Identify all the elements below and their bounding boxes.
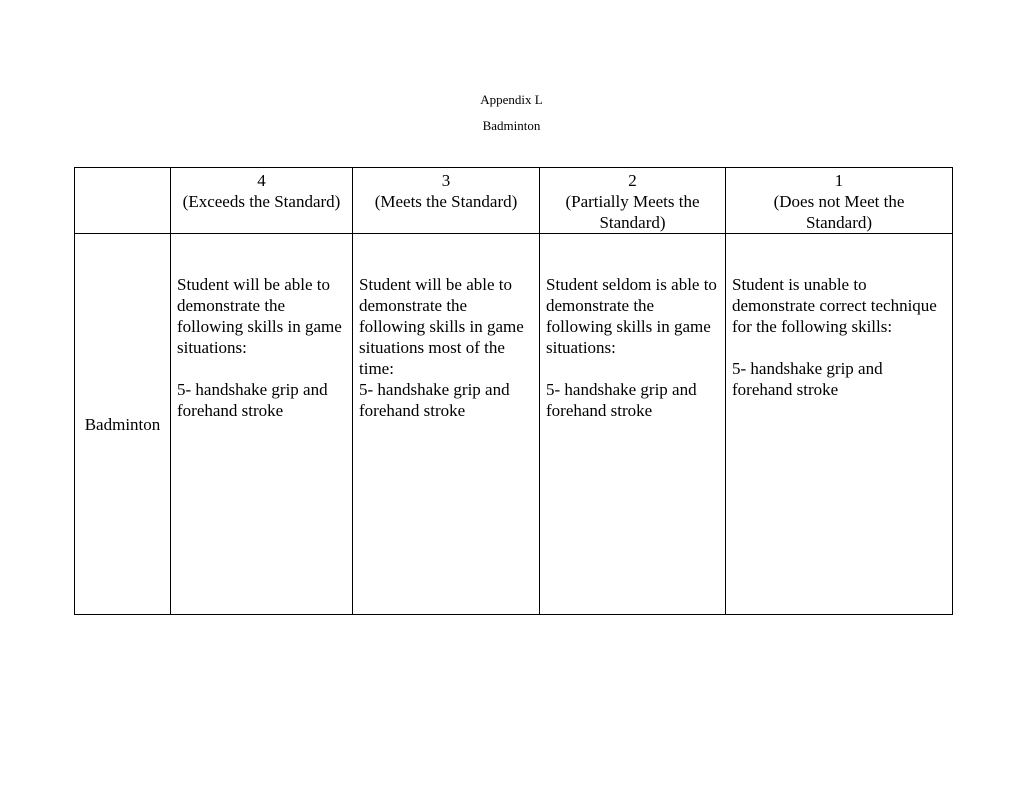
level-header-1 <box>726 168 953 234</box>
rubric-header-row <box>75 168 953 234</box>
criteria-intro: Student will be able to demonstrate the following skills in game situations most of the time: <box>359 275 524 378</box>
criteria-skill: 5- handshake grip and forehand stroke <box>546 380 697 420</box>
level-score: 1 <box>834 171 844 190</box>
criteria-cell-1 <box>726 234 953 615</box>
level-header-3 <box>353 168 540 234</box>
level-score: 3 <box>441 171 451 190</box>
criteria-skill: 5- handshake grip and forehand stroke <box>359 380 510 420</box>
level-header-2 <box>540 168 726 234</box>
criteria-cell-3 <box>353 234 540 615</box>
level-description: (Does not Meet the Standard) <box>773 192 905 232</box>
criteria-intro: Student will be able to demonstrate the following skills in game situations: <box>177 275 342 357</box>
level-header-4 <box>171 168 353 234</box>
level-description: (Exceeds the Standard) <box>182 192 341 211</box>
document-subtitle: Badminton <box>482 118 541 133</box>
criteria-intro: Student is unable to demonstrate correct technique for the following skills: <box>732 275 937 336</box>
level-description: (Meets the Standard) <box>374 192 518 211</box>
corner-cell <box>75 168 171 234</box>
rubric-row-badminton <box>75 234 953 615</box>
criteria-cell-2 <box>540 234 726 615</box>
appendix-title: Appendix L <box>480 92 543 107</box>
criteria-skill: 5- handshake grip and forehand stroke <box>732 359 883 399</box>
level-score: 4 <box>257 171 266 190</box>
criteria-intro: Student seldom is able to demonstrate the following skills in game situations: <box>546 275 717 357</box>
rubric-table <box>74 167 953 615</box>
criteria-cell-4 <box>171 234 353 615</box>
criteria-skill: 5- handshake grip and forehand stroke <box>177 380 328 420</box>
skill-label: Badminton <box>75 234 171 615</box>
level-score: 2 <box>628 171 637 190</box>
level-description: (Partially Meets the Standard) <box>565 192 700 232</box>
